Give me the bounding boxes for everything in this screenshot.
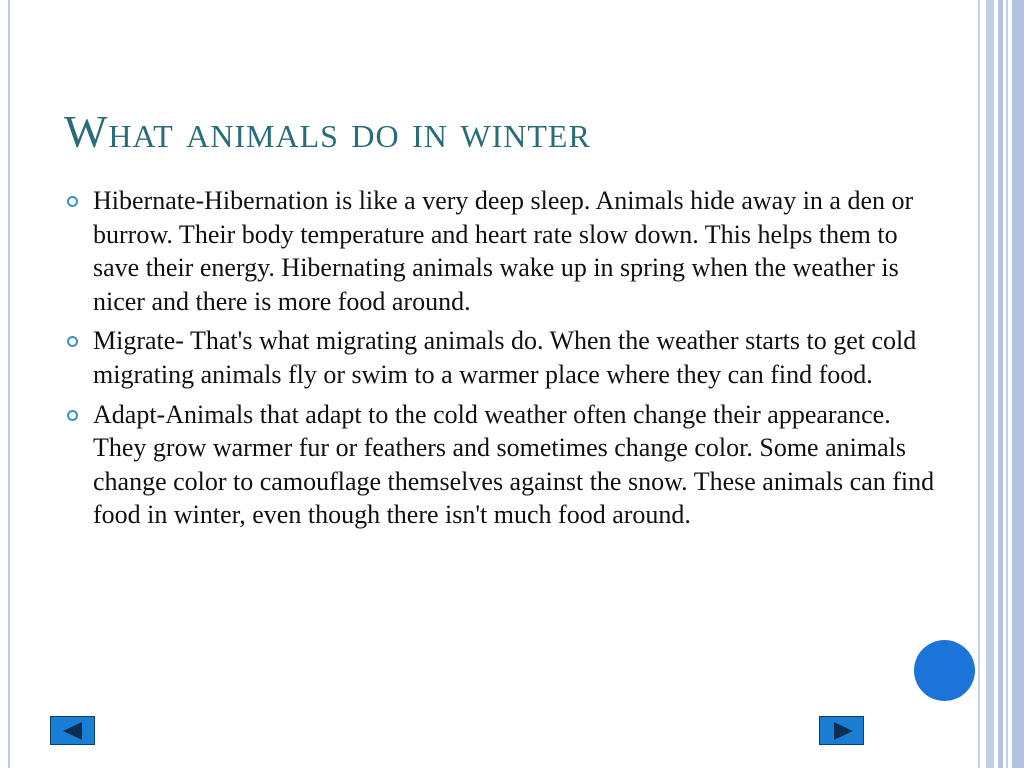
- left-frame-line: [8, 0, 10, 768]
- bullet-item-adapt: [64, 398, 944, 532]
- right-arrow-icon: [820, 717, 865, 746]
- bullet-list: [64, 184, 944, 538]
- bullet-text: Hibernate-Hibernation is like a very deep sleep. Animals hide away in a den or burrow. Their body temperature and heart rate slow down. This helps them to save their energy. Hibernating animals wake up in spring when the weather is nicer and there is more food around.: [93, 186, 914, 316]
- next-slide-button[interactable]: [819, 716, 864, 745]
- bullet-ring-icon: [67, 196, 78, 207]
- bullet-text: Migrate- That's what migrating animals do. When the weather starts to get cold migrating animals fly or swim to a warmer place where they can find food.: [93, 326, 917, 389]
- right-frame-stripe: [998, 0, 1003, 768]
- bullet-text: Adapt-Animals that adapt to the cold weather often change their appearance. They grow warmer fur or feathers and sometimes change color. Some animals change color to camouflage themselves against the snow. These animals can find food in winter, even though there isn't much food around.: [93, 399, 935, 530]
- right-frame-stripe: [1012, 0, 1024, 768]
- right-frame-stripe: [986, 0, 994, 768]
- slide-title: What animals do in winter: [64, 106, 591, 157]
- bullet-ring-icon: [67, 410, 78, 421]
- right-frame-stripe: [978, 0, 980, 768]
- bullet-ring-icon: [67, 336, 78, 347]
- left-arrow-icon: [51, 717, 96, 746]
- bullet-item-hibernate: [64, 184, 944, 318]
- decorative-circle: [914, 640, 975, 701]
- previous-slide-button[interactable]: [50, 716, 95, 745]
- bullet-item-migrate: [64, 324, 944, 391]
- right-frame-stripe: [1006, 0, 1008, 768]
